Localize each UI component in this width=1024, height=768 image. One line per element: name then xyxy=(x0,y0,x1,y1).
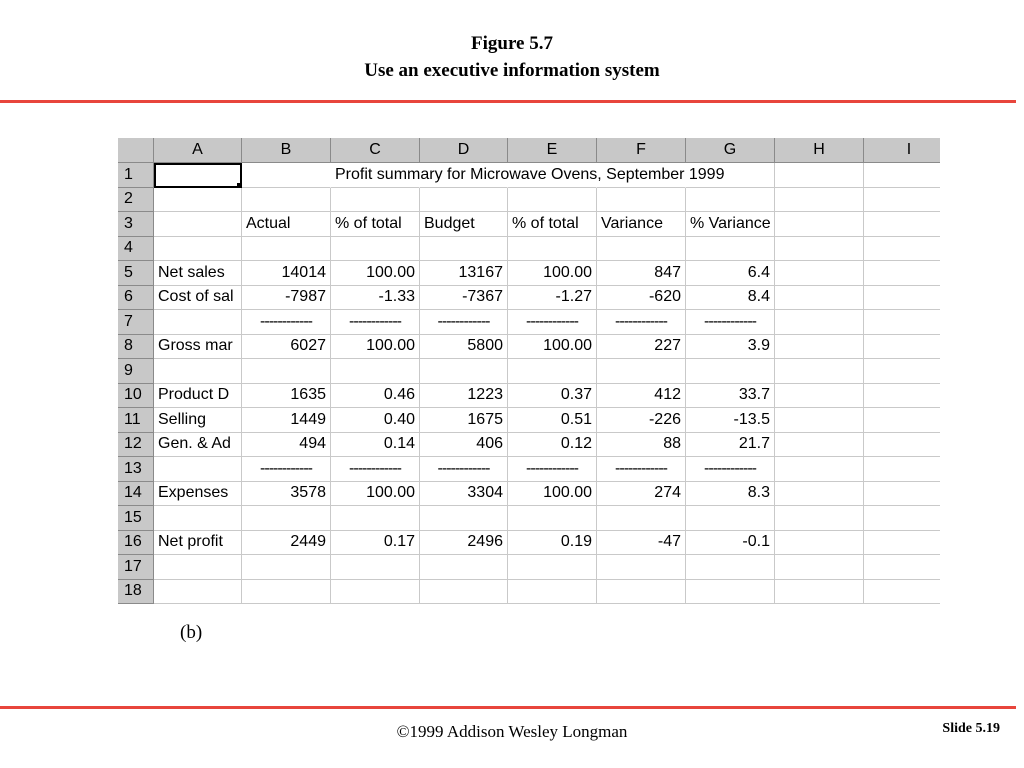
cell-H8[interactable] xyxy=(775,335,864,360)
cell-B8[interactable]: 6027 xyxy=(242,335,331,360)
cell-D12[interactable]: 406 xyxy=(420,433,508,458)
cell-E6[interactable]: -1.27 xyxy=(508,286,597,311)
bottom-divider xyxy=(0,706,1016,709)
cell-A13[interactable] xyxy=(154,457,242,482)
cell-E11[interactable]: 0.51 xyxy=(508,408,597,433)
column-header-E[interactable]: E xyxy=(508,138,597,163)
cell-A15[interactable] xyxy=(154,506,242,531)
cell-B18[interactable] xyxy=(242,580,331,605)
cell-E15[interactable] xyxy=(508,506,597,531)
column-header-C[interactable]: C xyxy=(331,138,420,163)
row-header-4[interactable]: 4 xyxy=(118,237,154,262)
cell-A2[interactable] xyxy=(154,188,242,213)
spreadsheet xyxy=(118,138,940,606)
row-header-9[interactable]: 9 xyxy=(118,359,154,384)
cell-G6[interactable]: 8.4 xyxy=(686,286,775,311)
cell-A16[interactable]: Net profit xyxy=(154,531,242,556)
slide-title: Figure 5.7 xyxy=(471,33,553,54)
cell-A7[interactable] xyxy=(154,310,242,335)
cell-E17[interactable] xyxy=(508,555,597,580)
cell-E12[interactable]: 0.12 xyxy=(508,433,597,458)
cell-C4[interactable] xyxy=(331,237,420,262)
cell-G15[interactable] xyxy=(686,506,775,531)
cell-B17[interactable] xyxy=(242,555,331,580)
cell-B2[interactable] xyxy=(242,188,331,213)
cell-D2[interactable] xyxy=(420,188,508,213)
cell-F15[interactable] xyxy=(597,506,686,531)
cell-C2[interactable] xyxy=(331,188,420,213)
cell-H15[interactable] xyxy=(775,506,864,531)
cell-I13[interactable] xyxy=(864,457,940,482)
cell-F3[interactable]: Variance xyxy=(597,212,686,237)
cell-A18[interactable] xyxy=(154,580,242,605)
row-header-7[interactable]: 7 xyxy=(118,310,154,335)
cell-G12[interactable]: 21.7 xyxy=(686,433,775,458)
row-header-12[interactable]: 12 xyxy=(118,433,154,458)
cell-I18[interactable] xyxy=(864,580,940,605)
cell-B16[interactable]: 2449 xyxy=(242,531,331,556)
cell-D10[interactable]: 1223 xyxy=(420,384,508,409)
cell-D6[interactable]: -7367 xyxy=(420,286,508,311)
cell-I2[interactable] xyxy=(864,188,940,213)
cell-D7[interactable]: ------------ xyxy=(420,310,508,335)
cell-A5[interactable]: Net sales xyxy=(154,261,242,286)
cell-C3[interactable]: % of total xyxy=(331,212,420,237)
cell-A14[interactable]: Expenses xyxy=(154,482,242,507)
cell-I1[interactable] xyxy=(864,163,940,188)
cell-A12[interactable]: Gen. & Ad xyxy=(154,433,242,458)
cell-I14[interactable] xyxy=(864,482,940,507)
row-header-6[interactable]: 6 xyxy=(118,286,154,311)
cell-D15[interactable] xyxy=(420,506,508,531)
cell-I17[interactable] xyxy=(864,555,940,580)
cell-I3[interactable] xyxy=(864,212,940,237)
row-header-13[interactable]: 13 xyxy=(118,457,154,482)
cell-B12[interactable]: 494 xyxy=(242,433,331,458)
column-header-A[interactable]: A xyxy=(154,138,242,163)
cell-G10[interactable]: 33.7 xyxy=(686,384,775,409)
cell-D9[interactable] xyxy=(420,359,508,384)
cell-C15[interactable] xyxy=(331,506,420,531)
cell-B5[interactable]: 14014 xyxy=(242,261,331,286)
row-header-17[interactable]: 17 xyxy=(118,555,154,580)
cell-C6[interactable]: -1.33 xyxy=(331,286,420,311)
cell-A6[interactable]: Cost of sal xyxy=(154,286,242,311)
cell-C13[interactable]: ------------ xyxy=(331,457,420,482)
cell-D14[interactable]: 3304 xyxy=(420,482,508,507)
cell-C9[interactable] xyxy=(331,359,420,384)
cell-G9[interactable] xyxy=(686,359,775,384)
cell-I16[interactable] xyxy=(864,531,940,556)
cell-G2[interactable] xyxy=(686,188,775,213)
row-header-15[interactable]: 15 xyxy=(118,506,154,531)
cell-F9[interactable] xyxy=(597,359,686,384)
cell-I4[interactable] xyxy=(864,237,940,262)
cell-C11[interactable]: 0.40 xyxy=(331,408,420,433)
cell-C5[interactable]: 100.00 xyxy=(331,261,420,286)
cell-B4[interactable] xyxy=(242,237,331,262)
cell-F10[interactable]: 412 xyxy=(597,384,686,409)
cell-G4[interactable] xyxy=(686,237,775,262)
cell-A10[interactable]: Product D xyxy=(154,384,242,409)
column-header-I[interactable]: I xyxy=(864,138,940,163)
cell-D8[interactable]: 5800 xyxy=(420,335,508,360)
cell-H14[interactable] xyxy=(775,482,864,507)
cell-I5[interactable] xyxy=(864,261,940,286)
row-header-10[interactable]: 10 xyxy=(118,384,154,409)
row-header-16[interactable]: 16 xyxy=(118,531,154,556)
cell-F12[interactable]: 88 xyxy=(597,433,686,458)
cell-G18[interactable] xyxy=(686,580,775,605)
cell-B1[interactable] xyxy=(242,163,331,188)
cell-F17[interactable] xyxy=(597,555,686,580)
cell-E2[interactable] xyxy=(508,188,597,213)
column-header-G[interactable]: G xyxy=(686,138,775,163)
cell-H12[interactable] xyxy=(775,433,864,458)
cell-D4[interactable] xyxy=(420,237,508,262)
cell-E4[interactable] xyxy=(508,237,597,262)
cell-D13[interactable]: ------------ xyxy=(420,457,508,482)
cell-E9[interactable] xyxy=(508,359,597,384)
cell-D16[interactable]: 2496 xyxy=(420,531,508,556)
cell-H2[interactable] xyxy=(775,188,864,213)
cell-D3[interactable]: Budget xyxy=(420,212,508,237)
cell-F16[interactable]: -47 xyxy=(597,531,686,556)
cell-G13[interactable]: ------------ xyxy=(686,457,775,482)
cell-H17[interactable] xyxy=(775,555,864,580)
cell-E13[interactable]: ------------ xyxy=(508,457,597,482)
row-header-3[interactable]: 3 xyxy=(118,212,154,237)
cell-H3[interactable] xyxy=(775,212,864,237)
cell-B6[interactable]: -7987 xyxy=(242,286,331,311)
cell-E7[interactable]: ------------ xyxy=(508,310,597,335)
cell-F8[interactable]: 227 xyxy=(597,335,686,360)
cell-G11[interactable]: -13.5 xyxy=(686,408,775,433)
cell-I7[interactable] xyxy=(864,310,940,335)
cell-D17[interactable] xyxy=(420,555,508,580)
column-header-F[interactable]: F xyxy=(597,138,686,163)
cell-F5[interactable]: 847 xyxy=(597,261,686,286)
row-header-18[interactable]: 18 xyxy=(118,580,154,605)
slide-number: Slide 5.19 xyxy=(942,721,1000,736)
cell-G3[interactable]: % Variance xyxy=(686,212,775,237)
cell-B14[interactable]: 3578 xyxy=(242,482,331,507)
cell-A11[interactable]: Selling xyxy=(154,408,242,433)
cell-I15[interactable] xyxy=(864,506,940,531)
column-header-B[interactable]: B xyxy=(242,138,331,163)
cell-G14[interactable]: 8.3 xyxy=(686,482,775,507)
cell-H13[interactable] xyxy=(775,457,864,482)
cell-B7[interactable]: ------------ xyxy=(242,310,331,335)
cell-C7[interactable]: ------------ xyxy=(331,310,420,335)
cell-H16[interactable] xyxy=(775,531,864,556)
cell-B3[interactable]: Actual xyxy=(242,212,331,237)
cell-E8[interactable]: 100.00 xyxy=(508,335,597,360)
cell-G5[interactable]: 6.4 xyxy=(686,261,775,286)
cell-D11[interactable]: 1675 xyxy=(420,408,508,433)
cell-F4[interactable] xyxy=(597,237,686,262)
cell-B13[interactable]: ------------ xyxy=(242,457,331,482)
select-all-corner[interactable] xyxy=(118,138,154,163)
row-header-8[interactable]: 8 xyxy=(118,335,154,360)
cell-G17[interactable] xyxy=(686,555,775,580)
row-header-14[interactable]: 14 xyxy=(118,482,154,507)
cell-B15[interactable] xyxy=(242,506,331,531)
cell-F11[interactable]: -226 xyxy=(597,408,686,433)
cell-I11[interactable] xyxy=(864,408,940,433)
cell-F2[interactable] xyxy=(597,188,686,213)
cell-B11[interactable]: 1449 xyxy=(242,408,331,433)
cell-A3[interactable] xyxy=(154,212,242,237)
figure-caption: (b) xyxy=(180,622,203,643)
cell-G16[interactable]: -0.1 xyxy=(686,531,775,556)
cell-C17[interactable] xyxy=(331,555,420,580)
cell-B10[interactable]: 1635 xyxy=(242,384,331,409)
cell-E5[interactable]: 100.00 xyxy=(508,261,597,286)
cell-H4[interactable] xyxy=(775,237,864,262)
cell-H11[interactable] xyxy=(775,408,864,433)
cell-C16[interactable]: 0.17 xyxy=(331,531,420,556)
column-header-H[interactable]: H xyxy=(775,138,864,163)
cell-H10[interactable] xyxy=(775,384,864,409)
cell-F13[interactable]: ------------ xyxy=(597,457,686,482)
cell-F7[interactable]: ------------ xyxy=(597,310,686,335)
cell-A8[interactable]: Gross mar xyxy=(154,335,242,360)
cell-D5[interactable]: 13167 xyxy=(420,261,508,286)
cell-E14[interactable]: 100.00 xyxy=(508,482,597,507)
cell-I10[interactable] xyxy=(864,384,940,409)
cell-H9[interactable] xyxy=(775,359,864,384)
column-header-D[interactable]: D xyxy=(420,138,508,163)
row-header-5[interactable]: 5 xyxy=(118,261,154,286)
cell-G8[interactable]: 3.9 xyxy=(686,335,775,360)
cell-C18[interactable] xyxy=(331,580,420,605)
cell-B9[interactable] xyxy=(242,359,331,384)
cell-C12[interactable]: 0.14 xyxy=(331,433,420,458)
cell-I8[interactable] xyxy=(864,335,940,360)
cell-G7[interactable]: ------------ xyxy=(686,310,775,335)
row-header-2[interactable]: 2 xyxy=(118,188,154,213)
row-header-11[interactable]: 11 xyxy=(118,408,154,433)
cell-H18[interactable] xyxy=(775,580,864,605)
row-header-1[interactable]: 1 xyxy=(118,163,154,188)
cell-I12[interactable] xyxy=(864,433,940,458)
cell-A4[interactable] xyxy=(154,237,242,262)
cell-A17[interactable] xyxy=(154,555,242,580)
cell-H1[interactable] xyxy=(775,163,864,188)
cell-C14[interactable]: 100.00 xyxy=(331,482,420,507)
cell-H5[interactable] xyxy=(775,261,864,286)
cell-E16[interactable]: 0.19 xyxy=(508,531,597,556)
cell-F6[interactable]: -620 xyxy=(597,286,686,311)
cell-I9[interactable] xyxy=(864,359,940,384)
top-divider xyxy=(0,100,1016,103)
slide-subtitle: Use an executive information system xyxy=(364,60,660,81)
cell-E18[interactable] xyxy=(508,580,597,605)
cell-E3[interactable]: % of total xyxy=(508,212,597,237)
cell-E10[interactable]: 0.37 xyxy=(508,384,597,409)
cell-A9[interactable] xyxy=(154,359,242,384)
cell-A1[interactable] xyxy=(154,163,242,188)
cell-C1[interactable]: Profit summary for Microwave Ovens, September 1999 xyxy=(331,163,420,188)
cell-H6[interactable] xyxy=(775,286,864,311)
copyright-footer: ©1999 Addison Wesley Longman xyxy=(396,722,628,741)
cell-C8[interactable]: 100.00 xyxy=(331,335,420,360)
cell-D18[interactable] xyxy=(420,580,508,605)
cell-I6[interactable] xyxy=(864,286,940,311)
spreadsheet-grid xyxy=(118,138,940,604)
cell-F18[interactable] xyxy=(597,580,686,605)
cell-H7[interactable] xyxy=(775,310,864,335)
cell-F14[interactable]: 274 xyxy=(597,482,686,507)
cell-C10[interactable]: 0.46 xyxy=(331,384,420,409)
